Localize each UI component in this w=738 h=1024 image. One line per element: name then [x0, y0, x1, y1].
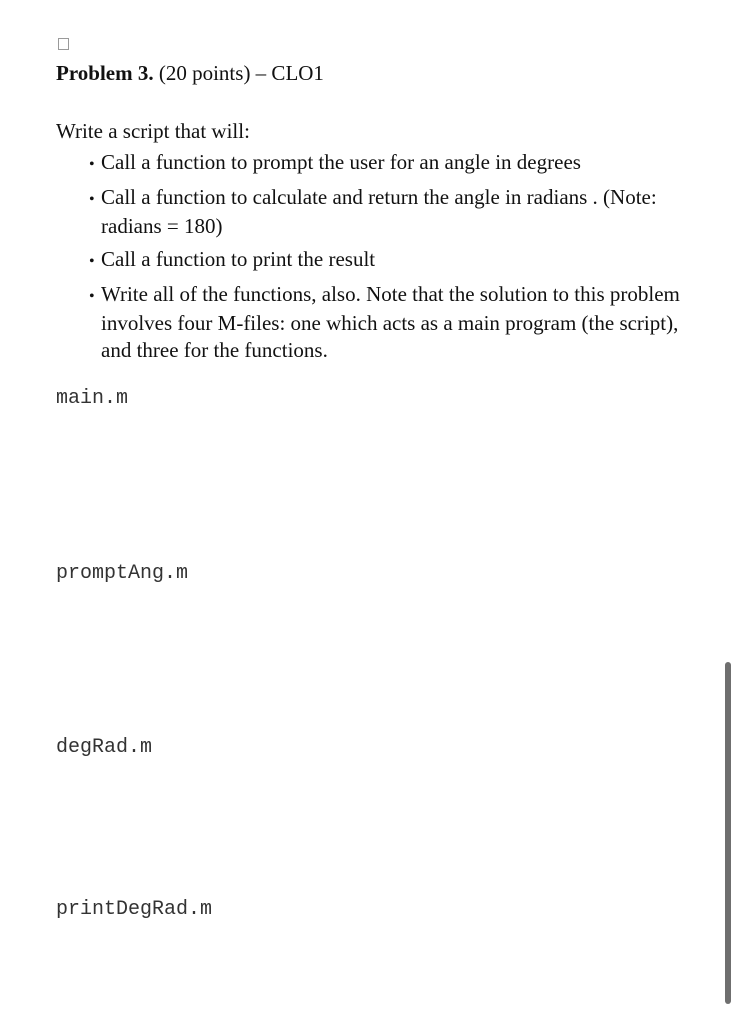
- bullet-icon: •: [89, 288, 95, 305]
- file-label-print-deg-rad: printDegRad.m: [56, 898, 213, 921]
- file-label-deg-rad: degRad.m: [56, 736, 153, 759]
- problem-title: [56, 60, 324, 86]
- list-item-text: Write all of the functions, also. Note that the solution to this problem involves four M-files: one which acts as a main program (the script), and three for the functions.: [101, 282, 680, 362]
- list-item: [77, 149, 697, 178]
- scrollbar-thumb[interactable]: [725, 662, 731, 1004]
- requirements-list: [77, 149, 697, 370]
- bullet-icon: •: [89, 191, 95, 208]
- list-item: [77, 184, 697, 240]
- problem-title-points: (20 points) – CLO1: [153, 61, 324, 85]
- list-item: [77, 281, 697, 364]
- list-item-text: Call a function to print the result: [101, 247, 376, 271]
- list-item-text: Call a function to calculate and return the angle in radians . (Note: radians = 180): [101, 185, 657, 238]
- checkbox[interactable]: [58, 38, 69, 50]
- list-item: [77, 246, 697, 275]
- intro-text: Write a script that will:: [56, 119, 250, 143]
- file-label-main: main.m: [56, 387, 129, 410]
- file-label-prompt-ang: promptAng.m: [56, 562, 189, 585]
- list-item-text: Call a function to prompt the user for an angle in degrees: [101, 150, 581, 174]
- bullet-icon: •: [89, 253, 95, 270]
- bullet-icon: •: [89, 156, 95, 173]
- problem-title-bold: Problem 3.: [56, 61, 154, 85]
